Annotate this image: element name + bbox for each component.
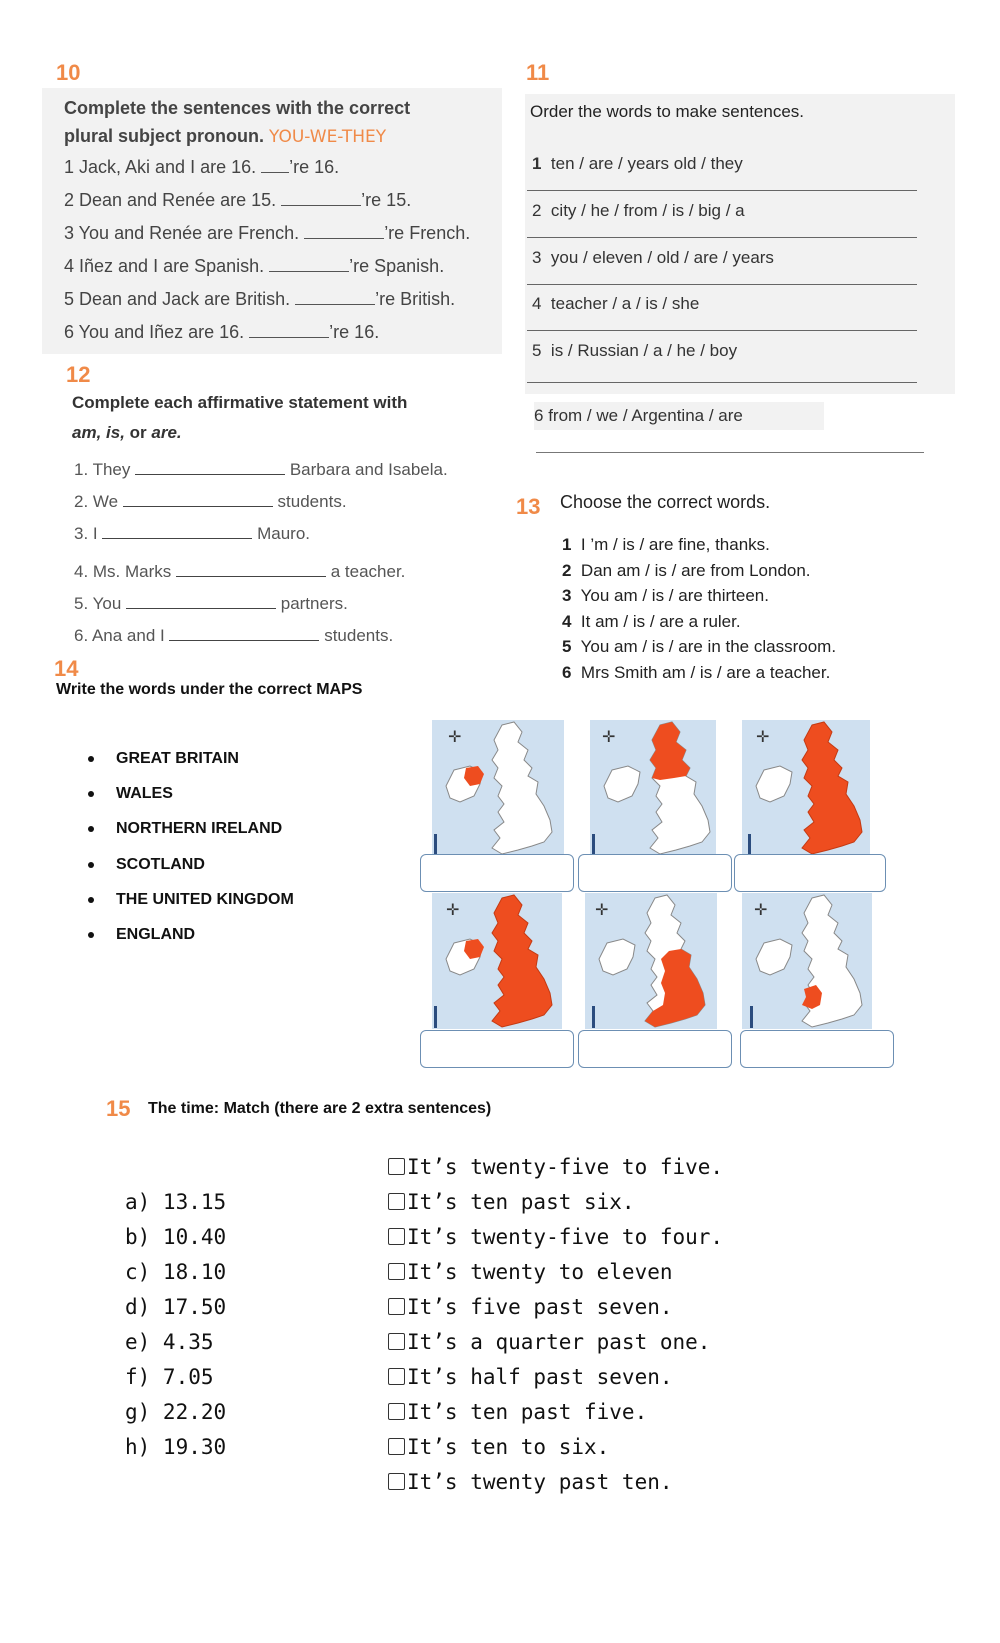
map-england (585, 893, 717, 1029)
exercise-12-item: 6. Ana and I students. (74, 626, 394, 645)
exercise-10-instruction: Complete the sentences with the correct plural subject pronoun. YOU-WE-THEY (64, 98, 411, 147)
uk-map-icon (590, 720, 716, 860)
exercise-10-item: 5 Dean and Jack are British. ’re British. (64, 289, 456, 309)
time-sentence: It’s twenty to eleven (388, 1260, 673, 1284)
time-sentence: It’s half past seven. (388, 1365, 673, 1389)
word-list-item: THE UNITED KINGDOM (88, 891, 294, 909)
match-checkbox[interactable] (388, 1368, 405, 1385)
answer-line[interactable] (527, 237, 917, 238)
match-checkbox[interactable] (388, 1228, 405, 1245)
exercise-13-item: 5 You am / is / are in the classroom. (562, 637, 837, 656)
exercise-13-item: 4 It am / is / are a ruler. (562, 612, 741, 631)
exercise-11-instruction: Order the words to make sentences. (530, 102, 805, 121)
exercise-12-item: 4. Ms. Marks a teacher. (74, 562, 406, 581)
pointer-arrow (434, 1006, 437, 1028)
uk-map-icon (432, 893, 562, 1029)
pointer-arrow (434, 834, 437, 856)
word-list-item: ENGLAND (88, 926, 195, 944)
map-answer-box[interactable] (420, 1030, 574, 1068)
time-sentence: It’s ten to six. (388, 1435, 609, 1459)
exercise-11-item: 2 city / he / from / is / big / a (532, 201, 745, 220)
map-united-kingdom (432, 893, 562, 1029)
match-checkbox[interactable] (388, 1473, 405, 1490)
word-list-item: SCOTLAND (88, 856, 205, 874)
uk-map-icon (742, 720, 870, 860)
pointer-arrow (748, 834, 751, 856)
exercise-12-item: 2. We students. (74, 492, 347, 511)
time-item: e) 4.35 (125, 1330, 214, 1354)
exercise-13-item: 1 I ’m / is / are fine, thanks. (562, 535, 770, 554)
match-checkbox[interactable] (388, 1158, 405, 1175)
exercise-15-instruction: The time: Match (there are 2 extra sentences) (148, 1100, 492, 1117)
answer-blank[interactable] (261, 156, 289, 173)
word-list-item: WALES (88, 785, 173, 803)
exercise-13-item: 3 You am / is / are thirteen. (562, 586, 769, 605)
match-checkbox[interactable] (388, 1403, 405, 1420)
match-checkbox[interactable] (388, 1333, 405, 1350)
answer-blank[interactable] (126, 594, 276, 609)
pointer-arrow (592, 834, 595, 856)
svg-text:✛: ✛ (446, 900, 460, 919)
exercise-10-item: 3 You and Renée are French. ’re French. (64, 223, 471, 243)
answer-blank[interactable] (135, 460, 285, 475)
exercise-12-instruction: Complete each affirmative statement with am, is, or are. (72, 393, 408, 442)
exercise-15-number: 15 (106, 1096, 131, 1121)
answer-blank[interactable] (176, 562, 326, 577)
svg-text:✛: ✛ (754, 900, 768, 919)
exercise-13-instruction: Choose the correct words. (560, 492, 771, 512)
exercise-14-instruction: Write the words under the correct MAPS (56, 681, 363, 698)
exercise-10-item: 1 Jack, Aki and I are 16. ’re 16. (64, 157, 340, 177)
answer-blank[interactable] (281, 189, 361, 206)
svg-text:✛: ✛ (448, 727, 462, 746)
exercise-12-item: 1. They Barbara and Isabela. (74, 460, 448, 479)
uk-map-icon (742, 893, 872, 1029)
exercise-10-item: 6 You and Iñez are 16. ’re 16. (64, 322, 380, 342)
map-answer-box[interactable] (420, 854, 574, 892)
map-northern-ireland (432, 720, 564, 860)
map-answer-box[interactable] (740, 1030, 894, 1068)
time-sentence: It’s ten past six. (388, 1190, 635, 1214)
map-scotland (590, 720, 716, 860)
map-great-britain (742, 720, 870, 860)
svg-text:✛: ✛ (756, 727, 770, 746)
time-sentence: It’s ten past five. (388, 1400, 647, 1424)
exercise-11-item: 3 you / eleven / old / are / years (532, 248, 774, 267)
exercise-11-item: 5 is / Russian / a / he / boy (532, 341, 738, 360)
answer-line[interactable] (527, 284, 917, 285)
exercise-10-number: 10 (56, 60, 81, 85)
exercise-12-item: 3. I Mauro. (74, 524, 310, 543)
time-item: d) 17.50 (125, 1295, 227, 1319)
time-item: c) 18.10 (125, 1260, 227, 1284)
answer-line[interactable] (527, 190, 917, 191)
time-item: f) 7.05 (125, 1365, 214, 1389)
map-answer-box[interactable] (734, 854, 886, 892)
exercise-12-item: 5. You partners. (74, 594, 348, 613)
answer-blank[interactable] (249, 321, 329, 338)
answer-line[interactable] (527, 330, 917, 331)
map-answer-box[interactable] (578, 1030, 732, 1068)
exercise-11-number: 11 (526, 60, 550, 85)
time-item: g) 22.20 (125, 1400, 227, 1424)
exercise-12-number: 12 (66, 362, 91, 387)
exercise-10-item: 2 Dean and Renée are 15. ’re 15. (64, 190, 412, 210)
time-sentence: It’s five past seven. (388, 1295, 673, 1319)
exercise-13-number: 13 (516, 494, 541, 519)
svg-text:✛: ✛ (602, 727, 616, 746)
match-checkbox[interactable] (388, 1438, 405, 1455)
time-item: b) 10.40 (125, 1225, 227, 1249)
match-checkbox[interactable] (388, 1193, 405, 1210)
time-sentence: It’s twenty-five to five. (388, 1155, 723, 1179)
time-item: h) 19.30 (125, 1435, 227, 1459)
match-checkbox[interactable] (388, 1298, 405, 1315)
pointer-arrow (592, 1006, 595, 1028)
exercise-11-item: 4 teacher / a / is / she (532, 294, 700, 313)
answer-blank[interactable] (295, 288, 375, 305)
exercise-10-item: 4 Iñez and I are Spanish. ’re Spanish. (64, 256, 445, 276)
uk-map-icon (432, 720, 564, 860)
exercise-14-number: 14 (54, 656, 79, 681)
exercise-13-item: 2 Dan am / is / are from London. (562, 561, 811, 580)
match-checkbox[interactable] (388, 1263, 405, 1280)
answer-blank[interactable] (169, 626, 319, 641)
exercise-11-item: 6 from / we / Argentina / are (534, 406, 743, 425)
answer-blank[interactable] (304, 222, 384, 239)
answer-blank[interactable] (269, 255, 349, 272)
answer-blank[interactable] (123, 492, 273, 507)
answer-line[interactable] (527, 382, 917, 383)
answer-blank[interactable] (102, 524, 252, 539)
answer-line[interactable] (536, 452, 924, 453)
svg-text:✛: ✛ (595, 900, 609, 919)
time-sentence: It’s twenty-five to four. (388, 1225, 723, 1249)
map-wales (742, 893, 872, 1029)
map-answer-box[interactable] (578, 854, 732, 892)
pronoun-hint: YOU-WE-THEY (269, 127, 387, 147)
word-list-item: NORTHERN IRELAND (88, 820, 282, 838)
exercise-11-item: 1 ten / are / years old / they (532, 154, 743, 173)
uk-map-icon (585, 893, 717, 1029)
time-sentence: It’s a quarter past one. (388, 1330, 710, 1354)
word-list-item: GREAT BRITAIN (88, 750, 239, 768)
pointer-arrow (750, 1006, 753, 1028)
exercise-13-item: 6 Mrs Smith am / is / are a teacher. (562, 663, 831, 682)
time-sentence: It’s twenty past ten. (388, 1470, 673, 1494)
time-item: a) 13.15 (125, 1190, 227, 1214)
